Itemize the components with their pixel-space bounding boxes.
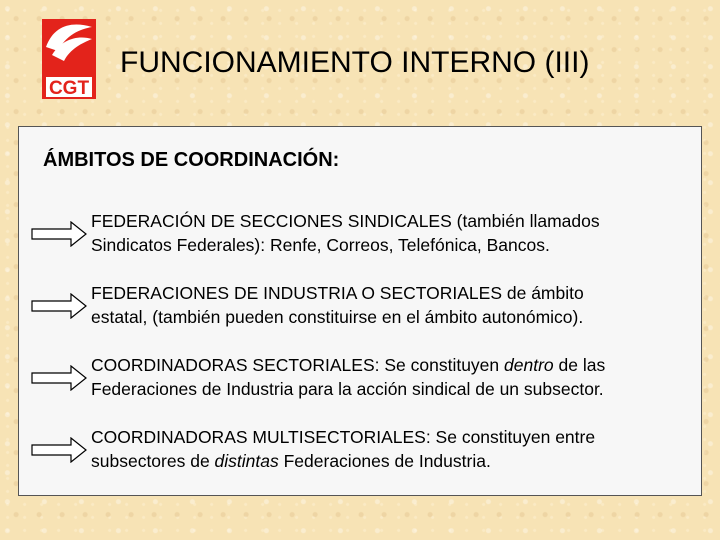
content-panel — [18, 126, 702, 496]
item-line: Sindicatos Federales): Renfe, Correos, Telefónica, Bancos. — [91, 235, 550, 255]
item-line: estatal, (también pueden constituirse en el ámbito autonómico). — [91, 307, 584, 327]
item-line: COORDINADORAS MULTISECTORIALES: Se constituyen entre — [91, 427, 596, 447]
list-item — [19, 209, 703, 259]
item-text — [91, 353, 691, 401]
section-heading: ÁMBITOS DE COORDINACIÓN: — [43, 149, 340, 171]
page-title: FUNCIONAMIENTO INTERNO (III) — [120, 46, 590, 79]
list-item — [19, 425, 703, 475]
item-line-end: Federaciones de Industria. — [278, 451, 491, 471]
item-line: FEDERACIÓN DE SECCIONES SINDICALES (también llamados — [91, 211, 600, 231]
item-line: Federaciones de Industria para la acción sindical de un subsector. — [91, 379, 604, 399]
right-arrow-icon — [31, 293, 87, 319]
item-line-end: de las — [553, 355, 606, 375]
svg-text:CGT: CGT — [48, 78, 90, 99]
item-line-start: COORDINADORAS SECTORIALES: Se constituyen — [91, 355, 505, 375]
list-item — [19, 353, 703, 403]
right-arrow-icon — [31, 437, 87, 463]
item-text — [91, 425, 691, 473]
right-arrow-icon — [31, 221, 87, 247]
cgt-logo — [40, 17, 98, 101]
item-line-start: subsectores de — [91, 451, 215, 471]
list-item — [19, 281, 703, 331]
item-text — [91, 281, 691, 329]
emphasis: distintas — [214, 451, 279, 471]
item-text — [91, 209, 691, 257]
right-arrow-icon — [31, 365, 87, 391]
emphasis: dentro — [504, 355, 554, 375]
item-line: FEDERACIONES DE INDUSTRIA O SECTORIALES de ámbito — [91, 283, 584, 303]
